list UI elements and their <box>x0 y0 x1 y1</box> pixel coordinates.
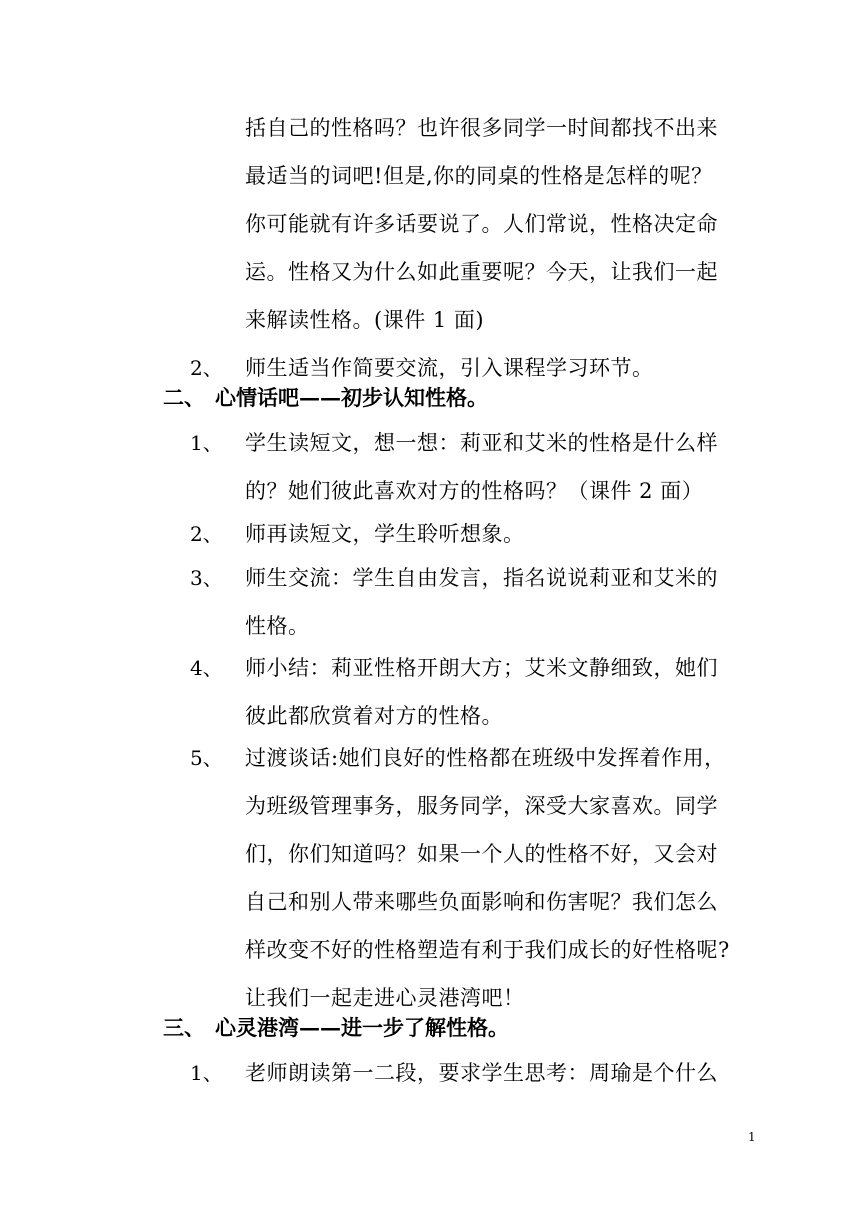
text-line: 让我们一起走进心灵港湾吧！ <box>245 986 525 1010</box>
text-line: 师小结：莉亚性格开朗大方；艾米文静细致，她们 <box>245 656 718 680</box>
list-item <box>245 653 785 749</box>
section-heading <box>163 1013 509 1043</box>
text-line: 师再读短文，学生聆听想象。 <box>245 522 525 546</box>
text-line: 彼此都欣赏着对方的性格。 <box>245 704 503 728</box>
text-line: 过渡谈话:她们良好的性格都在班级中发挥着作用， <box>245 746 726 770</box>
list-number: 4、 <box>190 656 223 680</box>
text-line: 你可能就有许多话要说了。人们常说，性格决定命 <box>245 212 718 236</box>
page-number: 1 <box>748 1130 756 1144</box>
text-line: 来解读性格。(课件 1 面) <box>245 308 485 332</box>
text-line: 为班级管理事务，服务同学，深受大家喜欢。同学 <box>245 794 718 818</box>
list-number: 2、 <box>190 356 223 380</box>
list-item <box>245 743 785 1031</box>
list-item <box>245 428 785 524</box>
intro-continuation <box>245 113 785 353</box>
section-number: 三、 <box>163 1015 205 1040</box>
section-heading <box>163 383 488 413</box>
text-line: 性格。 <box>245 614 310 638</box>
list-item <box>245 1058 785 1106</box>
list-item <box>245 563 785 659</box>
list-number: 1、 <box>190 431 223 455</box>
text-line: 运。性格又为什么如此重要呢？今天，让我们一起 <box>245 260 718 284</box>
text-line: 学生读短文，想一想：莉亚和艾米的性格是什么样 <box>245 431 718 455</box>
text-line: 自己和别人带来哪些负面影响和伤害呢？我们怎么 <box>245 890 718 914</box>
text-line: 样改变不好的性格塑造有利于我们成长的好性格呢? <box>245 938 730 962</box>
text-line: 们，你们知道吗？如果一个人的性格不好，又会对 <box>245 842 718 866</box>
text-line: 老师朗读第一二段，要求学生思考：周瑜是个什么 <box>245 1061 718 1085</box>
text-line: 最适当的词吧!但是,你的同桌的性格是怎样的呢？ <box>245 164 713 188</box>
text-line: 师生交流：学生自由发言，指名说说莉亚和艾米的 <box>245 566 718 590</box>
text-line: 括自己的性格吗？也许很多同学一时间都找不出来 <box>245 116 718 140</box>
list-item <box>245 519 785 567</box>
list-number: 2、 <box>190 522 223 546</box>
list-number: 5、 <box>190 746 223 770</box>
list-number: 1、 <box>190 1061 223 1085</box>
section-title: 心灵港湾——进一步了解性格。 <box>215 1015 509 1040</box>
text-line: 的？她们彼此喜欢对方的性格吗？（课件 2 面） <box>245 479 704 503</box>
text-line: 师生适当作简要交流，引入课程学习环节。 <box>245 356 654 380</box>
section-title: 心情话吧——初步认知性格。 <box>215 385 488 410</box>
list-number: 3、 <box>190 566 223 590</box>
section-number: 二、 <box>163 385 205 410</box>
